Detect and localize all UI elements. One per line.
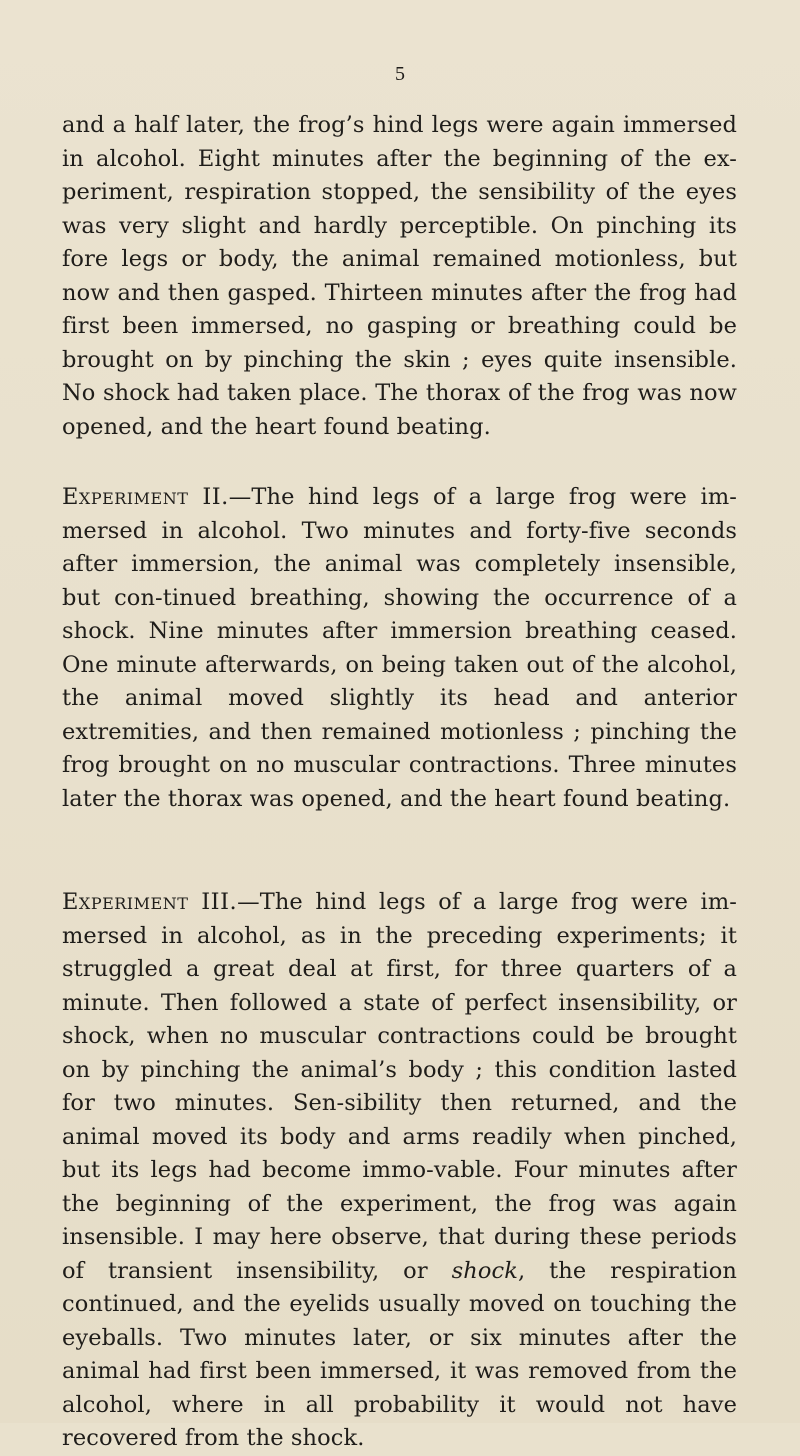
paragraph-body <box>62 481 737 816</box>
experiment-ii-text: —The hind legs of a large frog were im-mersed in alcohol. Two minutes and forty-five seconds after immersion, the animal was completely insensible, but con-tinued breathing, showing the occurrence of a shock. Nine minutes after immersion breathing ceased. One minute afterwards, on being taken out of the alcohol, the animal moved slightly its head and anterior extremities, and then remained motionless ; pinching the frog brought on no muscular contractions. Three minutes later the thorax was opened, and the heart found beating. <box>62 484 737 812</box>
experiment-iii-text-after: , the respiration continued, and the eyelids usually moved on touching the eyeballs. Two minutes later, or six minutes after the animal had first been immersed, it was removed from the alcohol, where in all probability it would not have recovered from the shock. <box>62 1257 737 1451</box>
page-number: 5 <box>395 63 405 85</box>
experiment-iii-label: Experiment III. <box>62 889 238 915</box>
experiment-iii-italic-term: shock <box>451 1257 518 1284</box>
paragraph-continuation <box>62 109 737 444</box>
paragraph-text: and a half later, the frog’s hind legs were again immersed in alcohol. Eight minutes after the beginning of the ex-periment, respiration stopped, the sensibility of the eyes was very slight and hardly perceptible. On pinching its fore legs or body, the animal remained motionless, but now and then gasped. Thirteen minutes after the frog had first been immersed, no gasping or breathing could be brought on by pinching the skin ; eyes quite insensible. No shock had taken place. The thorax of the frog was now opened, and the heart found beating. <box>62 112 737 440</box>
experiment-iii-text-before: —The hind legs of a large frog were im-mersed in alcohol, as in the preceding experiments; it struggled a great deal at first, for three quarters of a minute. Then followed a state of perfect insensibility, or shock, when no muscular contractions could be brought on by pinching the animal’s body ; this condition lasted for two minutes. Sen-sibility then returned, and the animal moved its body and arms readily when pinched, but its legs had become immo-vable. Four minutes after the beginning of the experiment, the frog was again insensible. I may here observe, that during these periods of transient insensibility, or <box>62 889 737 1284</box>
paragraph-experiment-ii <box>62 481 737 816</box>
paragraph-body <box>62 886 737 1456</box>
experiment-ii-label: Experiment II. <box>62 484 229 510</box>
paragraph-experiment-iii <box>62 886 737 1456</box>
